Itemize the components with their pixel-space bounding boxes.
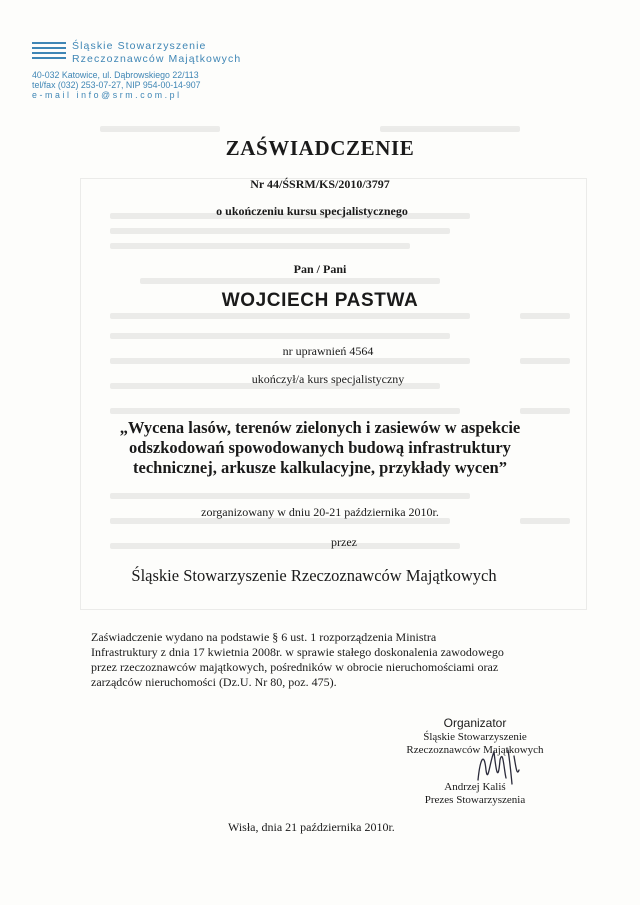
organizer-label: Organizator bbox=[443, 716, 507, 730]
place-and-date: Wisła, dnia 21 października 2010r. bbox=[228, 820, 395, 834]
organization-logo-icon bbox=[32, 42, 66, 62]
signer-name: Andrzej Kaliś bbox=[444, 781, 506, 793]
letterhead-address: 40-032 Katowice, ul. Dąbrowskiego 22/113 bbox=[32, 70, 199, 80]
certificate-title: ZAŚWIADCZENIE bbox=[225, 136, 415, 160]
legal-basis: Zaświadczenie wydano na podstawie § 6 ust. 1 rozporządzenia Ministra Infrastruktury z dnia 17 kwietnia 2008r. w sprawie stałego doskonalenia zawodowego przez rzeczoznawców majątkowych, pośredników w obrocie nieruchomościami oraz zarządców nieruchomości (Dz.U. Nr 80, poz. 475). bbox=[91, 630, 504, 689]
certificate-subject: o ukończeniu kursu specjalistycznego bbox=[216, 204, 408, 218]
letterhead-contact bbox=[32, 70, 201, 100]
letterhead-org-name: Śląskie Stowarzyszenie Rzeczoznawców Majątkowych bbox=[72, 40, 242, 65]
person-name: WOJCIECH PASTWA bbox=[221, 290, 419, 311]
course-dates: zorganizowany w dniu 20-21 października 2010r. bbox=[201, 505, 439, 519]
by-label: przez bbox=[331, 535, 357, 549]
certificate-number: Nr 44/ŚSRM/KS/2010/3797 bbox=[250, 177, 390, 191]
permission-number: nr uprawnień 4564 bbox=[282, 344, 374, 358]
letterhead-phone: tel/fax (032) 253-07-27, NIP 954-00-14-907 bbox=[32, 80, 201, 90]
course-title: „Wycena lasów, terenów zielonych i zasiewów w aspekcie odszkodowań spowodowanych budową infrastruktury technicznej, arkusze kalkulacyjne, przykłady wycen” bbox=[119, 418, 521, 477]
signer-block bbox=[415, 781, 535, 807]
completion-statement: ukończył/a kurs specjalistyczny bbox=[251, 372, 405, 386]
organizer-name: Śląskie Stowarzyszenie Rzeczoznawców Majątkowych bbox=[131, 566, 497, 585]
organizer-org-line2: Rzeczoznawców Majątkowych bbox=[406, 744, 544, 756]
organizer-org-line1: Śląskie Stowarzyszenie bbox=[423, 731, 527, 743]
letterhead-email: e-mail info@srm.com.pl bbox=[32, 90, 182, 100]
signer-role: Prezes Stowarzyszenia bbox=[424, 794, 526, 806]
salutation: Pan / Pani bbox=[293, 262, 347, 276]
